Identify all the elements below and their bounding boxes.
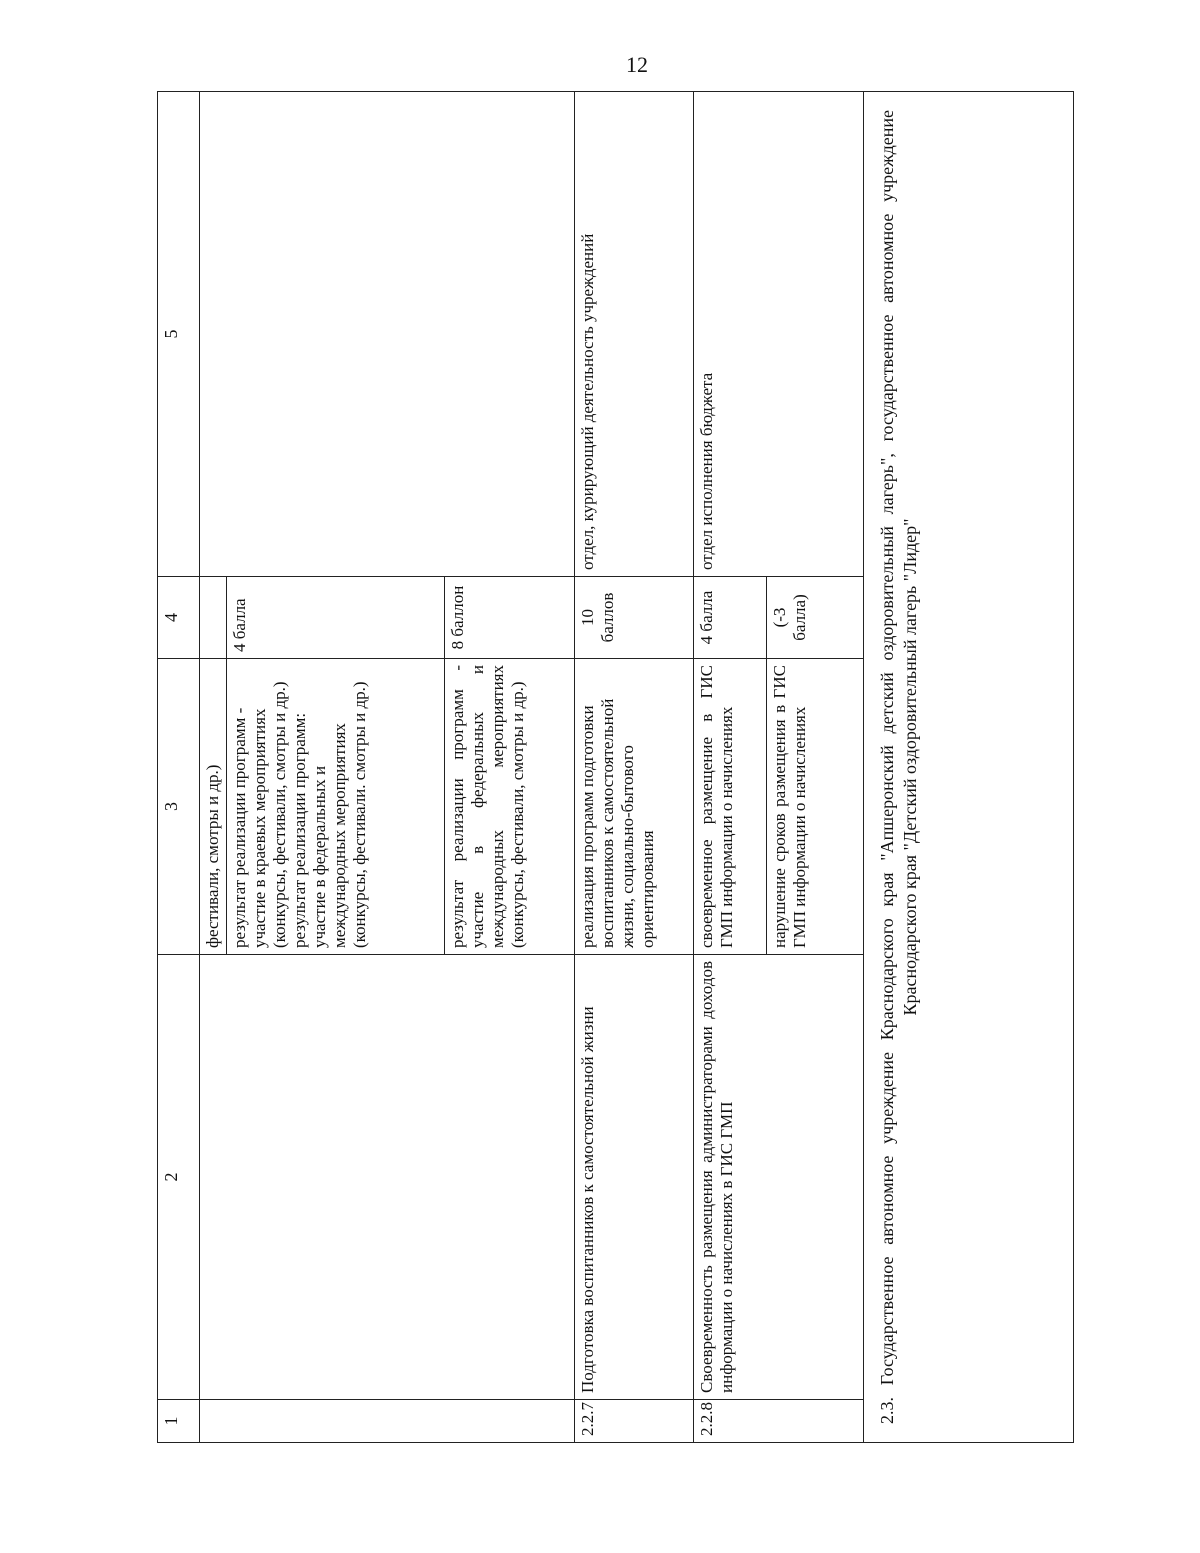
row-number: 2.2.8 bbox=[694, 1400, 864, 1443]
header-col-4: 4 bbox=[158, 577, 200, 659]
rotated-table-sheet bbox=[157, 92, 1072, 1443]
score-value: (-3 балла) bbox=[767, 577, 864, 659]
row-number: 2.2.7 bbox=[575, 1400, 694, 1443]
criteria-table bbox=[157, 91, 1074, 1443]
table-row bbox=[200, 92, 227, 1443]
page-number: 12 bbox=[626, 52, 648, 77]
header-col-5: 5 bbox=[158, 92, 200, 577]
indicator-name: Подготовка воспитанников к самостоятельной жизни bbox=[575, 955, 694, 1400]
header-col-2: 2 bbox=[158, 955, 200, 1400]
cont-criterion-b: результат реализации программ - участие в федеральных и международных мероприятиях (конкурсы, фестивали, смотры и др.) bbox=[445, 659, 575, 955]
responsible-dept: отдел исполнения бюджета bbox=[694, 92, 864, 577]
table-row bbox=[575, 92, 694, 1443]
header-col-3: 3 bbox=[158, 659, 200, 955]
header-row bbox=[158, 92, 200, 1443]
cont-name-cell bbox=[200, 955, 575, 1400]
section-heading: 2.3. Государственное автономное учреждение Краснодарского края "Апшеронский детский оздоровительный лагерь", государственное автономное учреждение Краснодарского края "Детский оздоровительный лагерь "Лидер" bbox=[864, 92, 1074, 1443]
cont-criterion-a: результат реализации программ - участие в краевых мероприятиях (конкурсы, фестивали, смотры и др.) результат реализации программ: участие в федеральных и международных мероприятиях (конкурсы, фестивали. смотры и др.) bbox=[227, 659, 445, 955]
cont-num-cell bbox=[200, 1400, 575, 1443]
criterion-text: нарушение сроков размещения в ГИС ГМП информации о начислениях bbox=[767, 659, 864, 955]
responsible-dept: отдел, курирующий деятельность учреждений bbox=[575, 92, 694, 577]
cont-score-b: 8 баллон bbox=[445, 577, 575, 659]
score-value: 10 баллов bbox=[575, 577, 694, 659]
table-row bbox=[694, 92, 767, 1443]
criterion-text: своевременное размещение в ГИС ГМП информации о начислениях bbox=[694, 659, 767, 955]
criterion-text: реализация программ подготовки воспитанников к самостоятельной жизни, социально-бытового ориентирования bbox=[575, 659, 694, 955]
cont-score-a: 4 балла bbox=[227, 577, 445, 659]
section-row bbox=[864, 92, 1074, 1443]
score-value: 4 балла bbox=[694, 577, 767, 659]
cont-score-top bbox=[200, 577, 227, 659]
indicator-name: Своевременность размещения администраторами доходов информации о начислениях в ГИС ГМП bbox=[694, 955, 864, 1400]
cont-criterion-top: фестивали, смотры и др.) bbox=[200, 659, 227, 955]
cont-responsible-cell bbox=[200, 92, 575, 577]
header-col-1: 1 bbox=[158, 1400, 200, 1443]
